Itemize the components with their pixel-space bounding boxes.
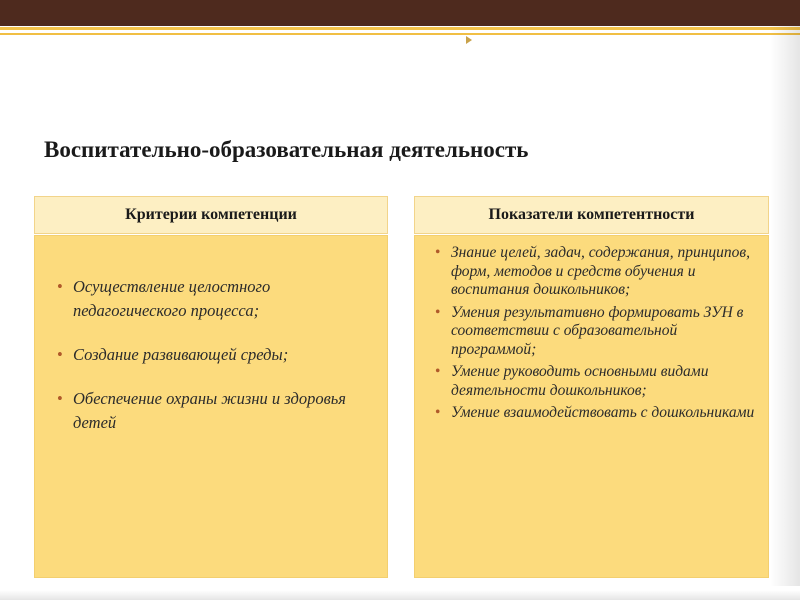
indicators-header (414, 196, 769, 234)
criteria-header-label: Критерии компетенции (125, 206, 297, 223)
list-item: • Умения результативно формировать ЗУН в соответствии с образовательной программой; (435, 303, 744, 358)
slide-title: Воспитательно-образовательная деятельность (44, 137, 529, 162)
indicators-panel (414, 235, 769, 578)
list-item: • Обеспечение охраны жизни и здоровья детей (57, 389, 346, 432)
criteria-list (57, 275, 363, 455)
bullet-dot-icon: • (57, 277, 63, 296)
indicators-header-label: Показатели компетентности (488, 206, 695, 223)
list-item: • Знание целей, задач, содержания, принципов, форм, методов и средств обучения и воспитания дошкольников; (435, 244, 751, 298)
list-item: • Осуществление целостного педагогического процесса; (57, 277, 271, 320)
list-item: • Умение взаимодействовать с дошкольниками (435, 404, 755, 421)
bullet-dot-icon: • (435, 303, 441, 321)
list-item: • Умение руководить основными видами деятельности дошкольников; (435, 363, 709, 399)
bullet-dot-icon: • (57, 345, 63, 364)
top-decorative-band (0, 0, 800, 26)
criteria-panel (34, 235, 388, 578)
bullet-dot-icon: • (435, 404, 441, 421)
bullet-dot-icon: • (57, 389, 63, 408)
criteria-header (34, 196, 388, 234)
slide-bottom-shadow (0, 590, 800, 600)
indicators-list (435, 244, 761, 427)
accent-line (0, 27, 800, 30)
bullet-dot-icon: • (435, 363, 441, 380)
accent-line-thin (0, 33, 800, 35)
arrow-marker-icon (466, 36, 472, 44)
slide-edge-shadow (770, 26, 800, 586)
list-item: • Создание развивающей среды; (73, 343, 363, 367)
bullet-dot-icon: • (435, 244, 441, 261)
